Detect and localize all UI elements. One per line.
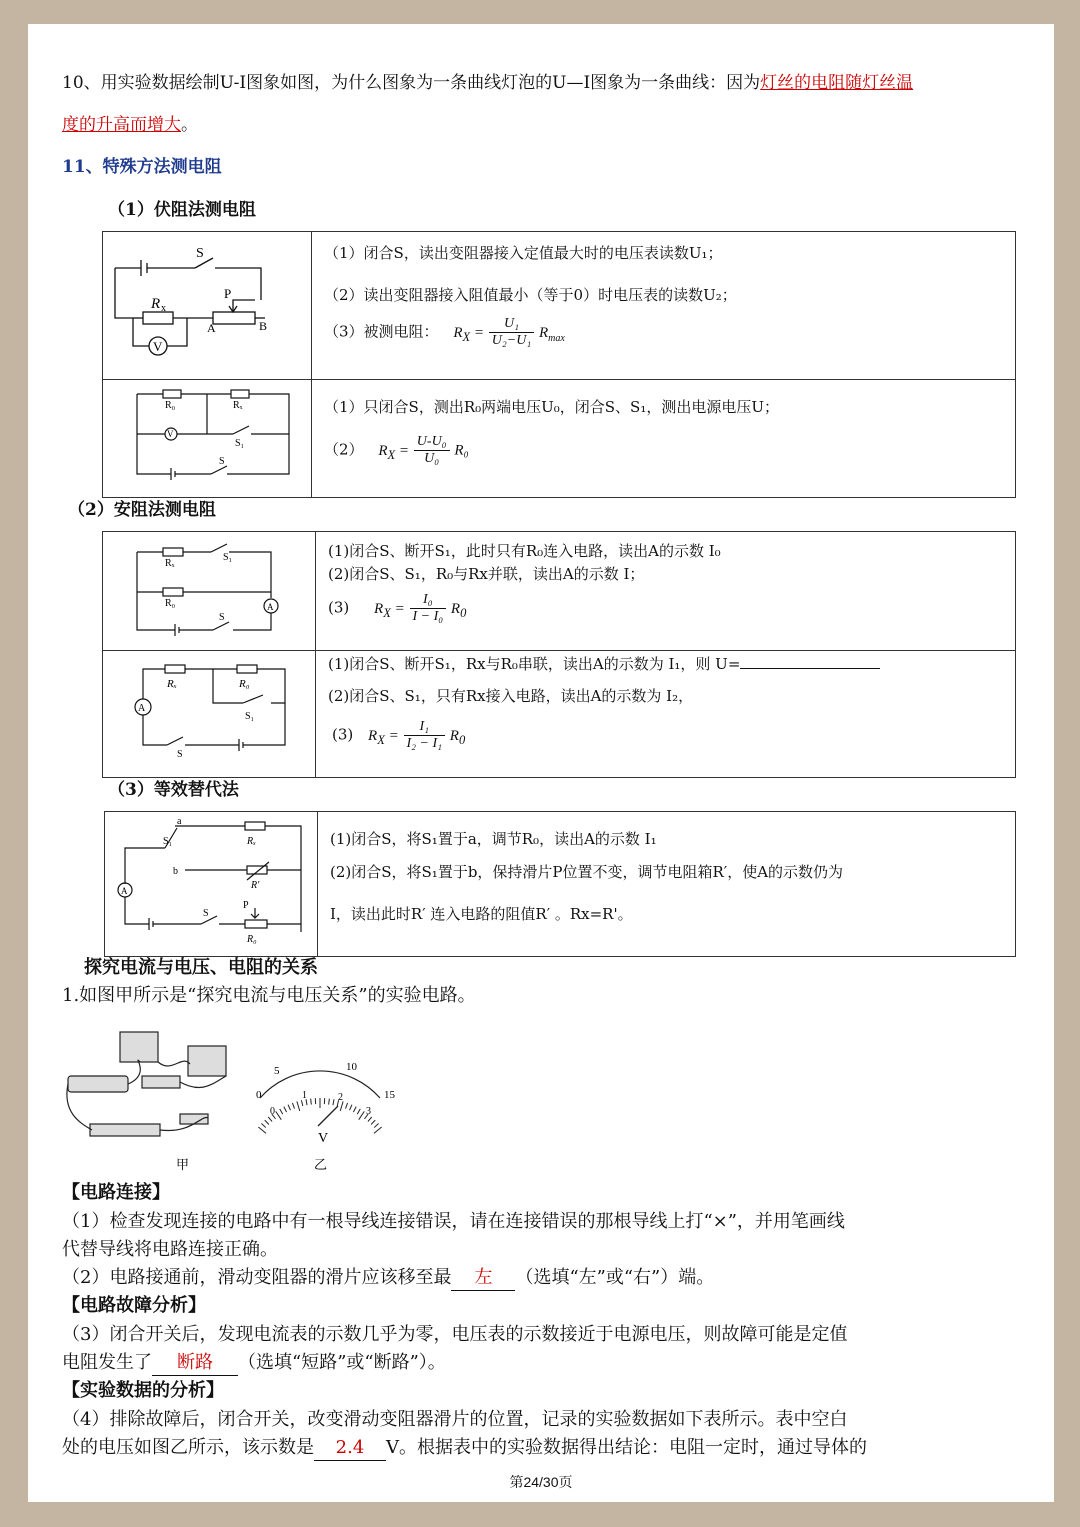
p1b: 代替导线将电路连接正确。 (62, 1239, 278, 1260)
q10-line2: 度的升高而增大。 (62, 115, 198, 135)
t3-step3: I，读出此时R′ 连入电路的阻值R′ 。Rx=R'。 (330, 905, 633, 923)
meter-tick (265, 1120, 269, 1124)
sec-conn: 【电路连接】 (62, 1182, 170, 1203)
t1-step2: （2）读出变阻器接入阻值最小（等于0）时电压表的读数U₂； (324, 286, 737, 304)
t3-step1: (1)闭合S，将S₁置于a，调节R₀，读出A的示数 I₁ (330, 830, 657, 848)
svg-text:5: 5 (274, 1065, 280, 1077)
meter-unit: V (318, 1131, 329, 1146)
t2-step1: (1)闭合S、断开S₁，此时只有R₀连入电路，读出A的示数 I₀ (328, 542, 721, 560)
meter-tick (284, 1107, 287, 1112)
svg-text:R: R (151, 296, 161, 312)
svg-text:S: S (219, 456, 225, 467)
page-number: 第24/30页 (509, 1474, 573, 1490)
circuit-figure-1 (103, 232, 312, 380)
blank-line (740, 654, 880, 669)
svg-text:S: S (203, 908, 209, 919)
meter-tick (288, 1105, 290, 1111)
svg-text:Rₓ: Rₓ (247, 836, 256, 847)
t2-r2-step1: (1)闭合S、断开S₁，Rx与R₀串联，读出A的示数为 I₁，则 U= (328, 653, 880, 674)
svg-text:R′: R′ (251, 880, 260, 891)
q11-title: 11、特殊方法测电阻 (62, 157, 222, 177)
p3a: （3）闭合开关后，发现电流表的示数几乎为零，电压表的示数接近于电源电压，则故障可能是定值 (62, 1324, 848, 1345)
circuit-figure-2 (103, 380, 312, 498)
meter-tick (359, 1111, 365, 1119)
svg-text:R₀: R₀ (247, 934, 257, 945)
table-voltmeter-method (102, 231, 1016, 498)
svg-text:P: P (243, 900, 249, 911)
fig-label-right: 乙 (314, 1157, 328, 1172)
t2-step3: (3) $R_X$ = $\frac{\text{I₀}}{\text{I − I₀}}$ $R_0$ (328, 592, 467, 624)
meter-tick (258, 1127, 266, 1133)
svg-text:S: S (219, 612, 225, 623)
meter-tick (329, 1099, 330, 1105)
meter-tick (276, 1111, 282, 1119)
svg-text:A: A (138, 703, 146, 714)
table3-text (318, 812, 1016, 957)
meter-tick (368, 1117, 372, 1122)
meter-tick (301, 1100, 302, 1106)
svg-text:b: b (173, 866, 178, 877)
answer-open-circuit: 断路 (152, 1351, 238, 1376)
p1a: （1）检查发现连接的电路中有一根导线连接错误，请在连接错误的那根导线上打“×”，并用笔画线 (62, 1211, 845, 1232)
t2-r2-step3: (3) $R_X$ = $\frac{\text{I₁}}{\text{I₂ − I₁}}$ $R_0$ (332, 719, 466, 751)
circuit-figure-4 (103, 651, 316, 778)
table-ammeter-method (102, 531, 1016, 778)
p2: （2）电路接通前，滑动变阻器的滑片应该移至最 左 （选填“左”或“右”）端。 (62, 1266, 714, 1291)
svg-text:S₁: S₁ (235, 438, 245, 449)
t1-r2-step1: （1）只闭合S，测出R₀两端电压U₀，闭合S、S₁，测出电源电压U； (324, 398, 779, 416)
svg-text:V: V (167, 429, 174, 439)
svg-text:S: S (196, 246, 204, 261)
svg-text:1: 1 (302, 1090, 307, 1101)
circuit-figure-5 (105, 812, 318, 957)
sec3-title: （3）等效替代法 (108, 780, 239, 800)
t3-step2: (2)闭合S，将S₁置于b，保持滑片P位置不变，调节电阻箱R′，使A的示数仍为 (330, 863, 844, 881)
svg-text:P: P (224, 286, 232, 301)
svg-text:S₁: S₁ (245, 711, 255, 722)
svg-text:A: A (207, 321, 216, 335)
fig-label-left: 甲 (176, 1157, 190, 1172)
svg-text:R₀: R₀ (165, 598, 176, 609)
t2-step2: (2)闭合S、S₁，R₀与Rx并联，读出A的示数 I； (328, 565, 645, 583)
p4: 处的电压如图乙所示，该示数是 2.4 V。根据表中的实验数据得出结论：电阻一定时，通过导体的 (62, 1436, 867, 1461)
svg-text:2: 2 (338, 1092, 343, 1103)
svg-text:0: 0 (270, 1106, 275, 1117)
p4a: （4）排除故障后，闭合开关，改变滑动变阻器滑片的位置，记录的实验数据如下表所示。表中空白 (62, 1409, 848, 1430)
meter-tick (268, 1117, 272, 1122)
sec1-title: （1）伏阻法测电阻 (108, 200, 256, 220)
svg-text:15: 15 (384, 1089, 395, 1101)
svg-text:10: 10 (346, 1061, 357, 1073)
sec-fault: 【电路故障分析】 (62, 1295, 206, 1316)
t1-r2-step2: （2） $R_X$ = $\frac{\text{U-U₀}}{\text{U₀}}$ R₀ (324, 434, 469, 466)
experiment-figure (62, 1014, 395, 1174)
table1-row1-text (312, 232, 1016, 380)
meter-tick (374, 1123, 378, 1127)
svg-text:S₁: S₁ (163, 836, 173, 847)
svg-text:Rₓ: Rₓ (233, 400, 243, 411)
explore-q1: 1.如图甲所示是“探究电流与电压关系”的实验电路。 (62, 985, 476, 1006)
sec-data: 【实验数据的分析】 (62, 1380, 224, 1401)
meter-tick (297, 1101, 300, 1111)
table2-row2-text (316, 651, 1016, 778)
t1-step3: （3）被测电阻： $R_X$ = $\frac{\text{U₁}}{\text{U₂−U₁}}$ $R_{max}$ (324, 316, 565, 348)
svg-text:R₀: R₀ (165, 400, 176, 411)
meter-tick (371, 1120, 375, 1124)
meter-tick (374, 1127, 382, 1133)
svg-text:A: A (121, 886, 128, 896)
meter-tick (311, 1099, 312, 1105)
meter-tick (350, 1105, 352, 1111)
svg-text:0: 0 (256, 1089, 262, 1101)
table2-row1-text (316, 532, 1016, 651)
meter-tick (346, 1103, 348, 1109)
svg-text:Rₓ: Rₓ (167, 678, 177, 690)
t2-r2-step2: (2)闭合S、S₁，只有Rx接入电路，读出A的示数为 I₂， (328, 687, 694, 705)
svg-text:A: A (267, 602, 274, 612)
svg-text:R₀: R₀ (239, 678, 250, 690)
meter-tick (357, 1109, 360, 1114)
q10-line1: 10、用实验数据绘制U-I图象如图，为什么图象为一条曲线灯泡的U—I图象为一条曲线：因为灯丝的电阻随灯丝温 (62, 73, 914, 93)
meter-tick (333, 1099, 334, 1105)
circuit-figure-3 (103, 532, 316, 651)
meter-tick (292, 1103, 294, 1109)
meter-tick (280, 1109, 283, 1114)
svg-text:V: V (153, 339, 163, 354)
svg-text:B: B (259, 319, 268, 333)
sec2-title: （2）安阻法测电阻 (68, 500, 216, 520)
table-substitution-method (104, 811, 1016, 957)
svg-text:x: x (161, 303, 166, 314)
svg-text:a: a (177, 816, 182, 827)
page (28, 24, 1054, 1502)
svg-text:S: S (177, 749, 183, 760)
svg-text:Rₓ: Rₓ (165, 558, 175, 569)
table1-row2-text (312, 380, 1016, 498)
t1-step1: （1）闭合S，读出变阻器接入定值最大时的电压表读数U₁； (324, 244, 723, 262)
p3: 电阻发生了 断路 （选填“短路”或“断路”）。 (62, 1351, 446, 1376)
meter-tick (353, 1107, 356, 1112)
explore-title: 探究电流与电压、电阻的关系 (84, 957, 318, 978)
svg-text:3: 3 (366, 1106, 371, 1117)
answer-left: 左 (451, 1266, 515, 1291)
meter-tick (261, 1123, 265, 1127)
svg-text:S₁: S₁ (223, 552, 233, 563)
answer-voltage: 2.4 (314, 1436, 386, 1461)
